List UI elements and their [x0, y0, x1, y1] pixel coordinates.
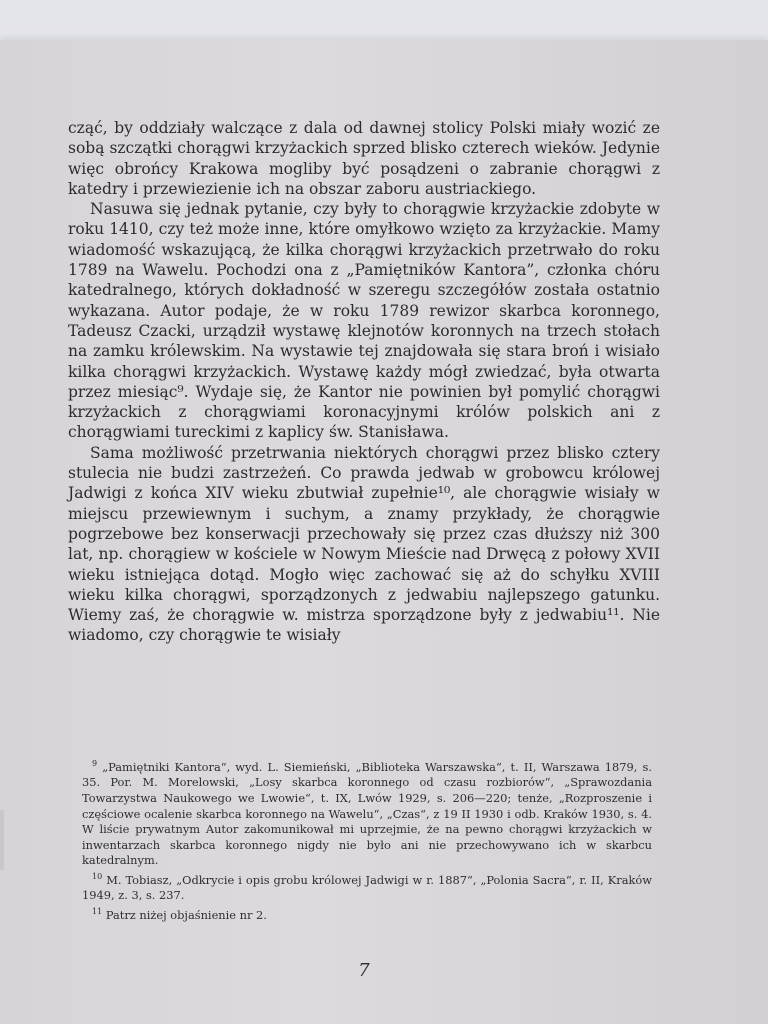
footnote-mark: 9	[92, 759, 98, 768]
paragraph-continued: cząć, by oddziały walczące z dala od dawnej stolicy Polski miały wozić ze sobą szczątki chorągwi krzyżackich sprzed blisko czterech wieków. Jedynie więc obrońcy Krakowa mogliby być posądzeni o zabranie chorągwi z katedry i przewiezienie ich na obszar zaboru austriackiego.	[68, 119, 660, 198]
footnote-mark: 10	[92, 871, 103, 881]
footnote	[82, 869, 652, 904]
footnote-text: „Pamiętniki Kantora“, wyd. L. Siemieński, „Biblioteka Warszawska“, t. II, Warszawa 1879, s. 35. Por. M. Morelowski, „Losy skarbca koronnego od czasu rozbiorów“, „Sprawozdania Towarzystwa Naukowego we Lwowie“, t. IX, Lwów 1929, s. 206—220; tenże, „Rozproszenie i częściowe ocalenie skarbca koronnego na Wawelu“, „Czas“, z 19 II 1930 i odb. Kraków 1930, s. 4. W liście prywatnym Autor zakomunikował mi uprzejmie, że na pewno chorągwi krzyżackich w inwentarzach skarbca koronnego nigdy nie było ani nie przechowywano ich w skarbcu katedralnym.	[82, 759, 652, 868]
footnote	[82, 756, 652, 869]
paragraph: Nasuwa się jednak pytanie, czy były to chorągwie krzyżackie zdobyte w roku 1410, czy też może inne, które omyłkowo wzięto za krzyżackie. Mamy wiadomość wskazującą, że kilka chorągwi krzyżackich przetrwało do roku 1789 na Wawelu. Pochodzi ona z „Pamiętników Kantora”, członka chóru katedralnego, których dokładność w szeregu szczegółów została ostatnio wykazana. Autor podaje, że w roku 1789 rewizor skarbca koronnego, Tadeusz Czacki, urządził wystawę klejnotów koronnych na trzech stołach na zamku królewskim. Na wystawie tej znajdowała się stara broń i wisiało kilka chorągwi krzyżackich. Wystawę każdy mógł zwiedzać, była otwarta przez miesiąc⁹. Wydaje się, że Kantor nie powinien był pomylić chorągwi krzyżackich z chorągwiami koronacyjnymi królów polskich ani z chorągwiami tureckimi z kaplicy św. Stanisława.	[68, 200, 660, 442]
footnote-mark: 11	[92, 906, 103, 916]
footnote	[82, 904, 652, 923]
paragraph: Sama możliwość przetrwania niektórych chorągwi przez blisko cztery stulecia nie budzi zastrzeżeń. Co prawda jedwab w grobowcu królowej Jadwigi z końca XIV wieku zbutwiał zupełnie¹⁰, ale chorągwie wisiały w miejscu przewiewnym i suchym, a znamy przykłady, że chorągwie pogrzebowe bez konserwacji przechowały się przez czas dłuższy niż 300 lat, np. chorągiew w kościele w Nowym Mieście nad Drwęcą z połowy XVII wieku istniejąca dotąd. Mogło więc zachować się aż do schyłku XVIII wieku kilka chorągwi, sporządzonych z jedwabiu najlepszego gatunku. Wiemy zaś, że chorągwie w. mistrza sporządzone były z jedwabiu¹¹. Nie wiadomo, czy chorągwie te wisiały	[68, 443, 660, 645]
page-number: 7	[358, 960, 370, 981]
footnote-text: M. Tobiasz, „Odkrycie i opis grobu królowej Jadwigi w r. 1887“, „Polonia Sacra“, r. II, Kraków 1949, z. 3, s. 237.	[82, 872, 652, 903]
page-edge-shadow	[0, 810, 4, 870]
footnote-text: Patrz niżej objaśnienie nr 2.	[105, 907, 267, 922]
footnotes	[82, 756, 652, 923]
main-text	[68, 118, 660, 646]
